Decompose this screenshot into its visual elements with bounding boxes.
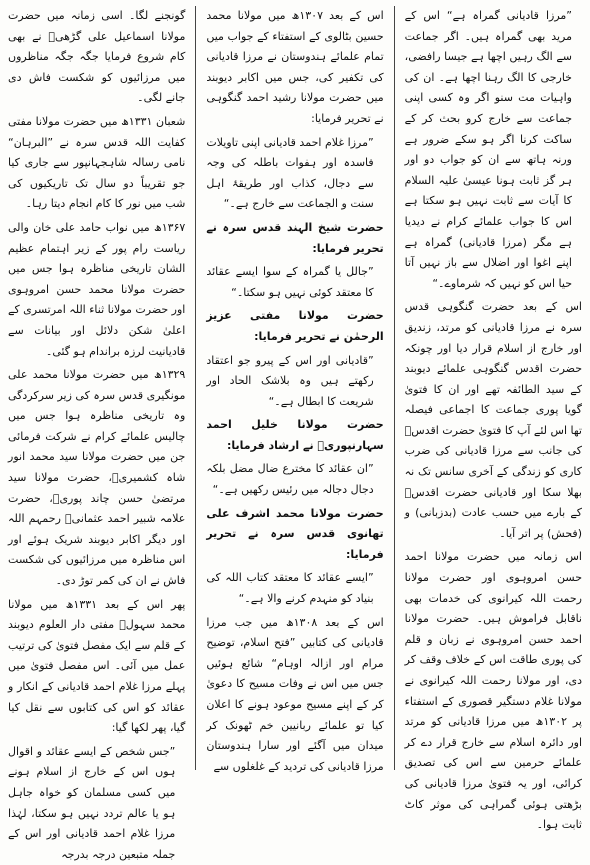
paragraph: پھر اس کے بعد ۱۳۳۱ھ میں مولانا محمد سہولؒ مفتی دار العلوم دیوبند کے قلم سے ایک مفصل فتویٰ کی ترتیب عمل میں آئی۔ اس مفصل فتویٰ میں پہلے مرزا غلام احمد قادیانی کے انکار و عقائد کو اس کی کتابوں سے نقل کیا گیا، پھر لکھا گیا:: [8, 597, 186, 735]
quote: ”قادیانی اور اس کے پیرو جو اعتقاد رکھتے ہیں وہ بلاشک الحاد اور شریعت کا ابطال ہے۔“: [206, 353, 374, 408]
quote: ”مرزا غلام احمد قادیانی اپنی تاویلات فاسدہ اور ہفوات باطلہ کی وجہ سے دجال، کذاب اور طریقۂ اہل سنت و الجماعت سے خارج ہے۔“: [206, 135, 374, 211]
column-divider: [394, 6, 395, 770]
paragraph: گونجنے لگا۔ اسی زمانہ میں حضرت مولانا اسماعیل علی گڑھیؒ نے بھی کام شروع فرمایا جگہ جگہ مناظروں میں مرزائیوں کو شکست فاش دی جانے لگی۔: [8, 9, 186, 105]
quote: ”جالل یا گمراہ کے سوا ایسے عقائد کا معتقد کوئی نہیں ہو سکتا۔“: [206, 265, 374, 299]
paragraph: ۱۳۲۹ھ میں حضرت مولانا محمد علی مونگیری قدس سرہ کی زیر سرکردگی وہ تاریخی مناظرہ ہوا جس میں چالیس علمائے کرام نے شرکت فرمائی جن میں حضرت مولانا سید محمد انور شاہ کشمیریؒ، حضرت مولانا سید مرتضیٰ حسن چاند پوریؒ، حضرت علامہ شبیر احمد عثمانیؒ رحمہم اللہ اور دیگر اکابر دیوبند شریک ہوئے اور اس مناظرہ میں مرزائیوں کی شکست فاش نے ان کی کمر توڑ دی۔: [8, 368, 186, 588]
quote: ”جس شخص کے ایسے عقائد و اقوال ہوں اس کے خارج از اسلام ہونے میں کسی مسلمان کو خواہ جاہل ہو یا عالم تردد نہیں ہو سکتا، لہٰذا مرزا غلام احمد قادیانی اور اس کے جملہ متبعین درجہ بدرجہ: [8, 744, 176, 861]
paragraph: اس کے بعد ۱۳۰۸ھ میں جب مرزا قادیانی کی کتابیں ”فتح اسلام، توضیح مرام اور ازالہ اوہام“ شائع ہوئیں جس میں اس نے وفات مسیح کا دعویٰ کر کے اپنے مسیح موعود ہونے کا اعلان کیا تو علمائے ربانیین خم ٹھونک کر میدان میں آگئے اور سارا ہندوستان مرزا قادیانی کی تردید کے غلغلوں سے: [206, 615, 384, 773]
attribution: حضرت مولانا خلیل احمد سہارنپوریؒ نے ارشاد فرمایا:: [206, 418, 384, 452]
attribution: حضرت شیخ الہند قدس سرہ نے تحریر فرمایا:: [206, 220, 384, 255]
paragraph: ۱۳۶۷ھ میں نواب حامد علی خان والی ریاست رام پور کے زیر اہتمام عظیم الشان تاریخی مناظرہ ہوا جس میں حضرت مولانا محمد حسن امروہوی اور حضرت مولانا ثناء اللہ امرتسری کے اعلیٰ شکن دلائل اور بیانات سے قادیانیت لرزہ براندام ہو گئی۔: [8, 220, 186, 358]
attribution: حضرت مولانا محمد اشرف علی تھانوی قدس سرہ نے تحریر فرمایا:: [206, 506, 384, 561]
column-right: [404, 6, 582, 832]
attribution: حضرت مولانا مفتی عزیز الرحمٰن نے تحریر فرمایا:: [206, 309, 384, 343]
column-middle: [206, 6, 384, 773]
column-divider: [195, 6, 196, 770]
column-left: [8, 6, 186, 861]
paragraph: اس کے بعد ۱۳۰۷ھ میں مولانا محمد حسین بٹالوی کے استفتاء کے جواب میں تمام علمائے ہندوستان نے مرزا قادیانی کی تکفیر کی، جس میں اکابر دیوبند میں حضرت مولانا رشید احمد گنگوہی نے تحریر فرمایا:: [206, 9, 384, 125]
paragraph: ”مرزا قادیانی گمراہ ہے“ اس کے مرید بھی گمراہ ہیں۔ اگر جماعت سے الگ رہیں اچھا ہے جیسا رافضی، خارجی کا الگ رہنا اچھا ہے۔ ان کی واہیات مت سنو اگر وہ کسی اپنی جماعت سے خارج کرو بحث کر کے ساکت کرنا اگر ہو سکے ضرور ہے ورنہ ہاتھ سے ان کو جواب دو اور ہر گز ثابت ہونا عیسیٰ علیہ السلام کا آیات سے ثابت نہیں ہو سکتا ہے اس کا جواب علمائے کرام نے دیدیا ہے مگر (مرزا قادیانی) گمراہ ہے اپنے اغوا اور اضلال سے باز نہیں آتا حیا اس کو نہیں کہ شرماوے۔“: [404, 9, 572, 290]
paragraph: اس زمانہ میں حضرت مولانا احمد حسن امروہوی اور حضرت مولانا رحمت اللہ کیرانوی کی خدمات بھی ناقابل فراموش ہیں۔ حضرت مولانا احمد حسن امروہوی نے زبان و قلم کی پوری طاقت اس کے خلاف وقف کر دی، اور مولانا رحمت اللہ کیرانوی نے مولانا غلام دستگیر قصوری کے استفتاء پر ۱۳۰۲ھ میں مرزا قادیانی کو مرتد اور دائرہ اسلام سے خارج قرار دے کر علمائے حرمین سے اس کی تصدیق کرائی، اور یہ فتویٰ مرزا قادیانی کی بڑھتی ہوئی گمراہی کی موثر کاٹ ثابت ہوا۔: [404, 550, 582, 832]
paragraph: اس کے بعد حضرت گنگوہی قدس سرہ نے مرزا قادیانی کو مرتد، زندیق اور خارج از اسلام قرار دیا اور چونکہ حضرت اقدس گنگوہی علمائے دیوبند کے سید الطائفہ تھے اور ان کا فتویٰ گویا پوری جماعت کا اجماعی فیصلہ تھا اس لئے آپ کا فتویٰ حضرت اقدسؒ کی جانب سے مرزا قادیانی کی ضرب کاری کو زندگی کے آخری سانس تک نہ بھلا سکا اور قادیانی حضرت اقدسؒ کے بارے میں حسب عادت (بدزبانی) و (فحش) پر اتر آیا۔: [404, 300, 582, 540]
quote: ”ایسے عقائد کا معتقد کتاب اللہ کی بنیاد کو منہدم کرنے والا ہے۔“: [206, 571, 374, 606]
quote: ”ان عقائد کا مخترع ضال مضل بلکہ دجال دجالہ میں رئیس رکھیں ہے۔“: [206, 462, 374, 497]
paragraph: شعبان ۱۳۳۱ھ میں حضرت مولانا مفتی کفایت اللہ قدس سرہ نے ”البرہان“ نامی رسالہ شاہجہانپور سے جاری کیا جو تقریباً دو سال تک تاریکیوں کی شب میں نور کا کام انجام دیتا رہا۔: [8, 114, 186, 211]
